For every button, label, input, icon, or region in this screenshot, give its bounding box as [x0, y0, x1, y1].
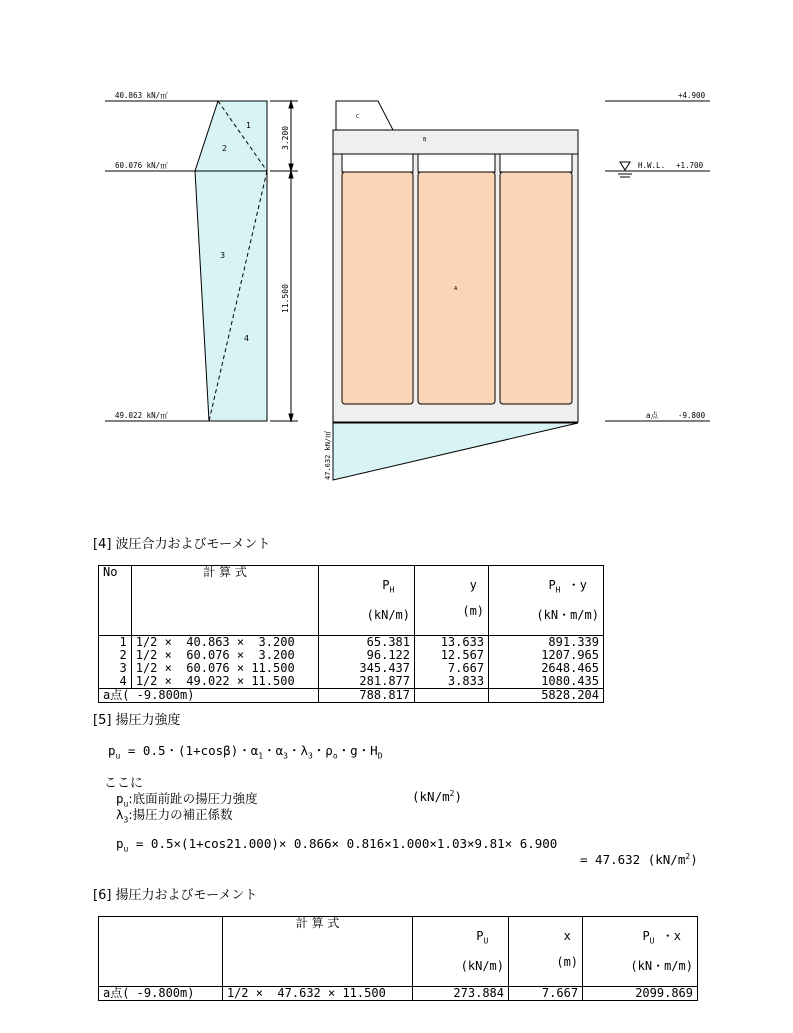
u-header-x-unit: (m) [556, 955, 579, 969]
koko-label: ここに [104, 776, 144, 791]
u-header-pux-symbol: P [642, 929, 650, 943]
section6-heading: [6] 揚圧力およびモーメント [93, 888, 258, 903]
section4-heading: [4] 波圧合力およびモーメント [93, 537, 271, 552]
def-pu-sub: u [123, 799, 129, 809]
row-phy: 1207.965 [489, 649, 604, 662]
header-ph-unit: (kN/m) [366, 608, 410, 623]
level-top: +4.900 [678, 91, 706, 100]
caisson-label-a: A [454, 286, 458, 292]
calc-pu-sub: u [123, 844, 129, 854]
uplift-label: 47.632 kN/㎡ [324, 430, 332, 480]
formula-sub5: D [377, 751, 383, 761]
triangle-number-2: 2 [222, 144, 228, 153]
caisson-label-b: B [423, 137, 427, 143]
def-lambda-symbol: λ [116, 807, 124, 822]
def-lambda-text: :揚圧力の補正係数 [128, 807, 233, 822]
u-header-pu-unit: (kN/m) [460, 959, 504, 974]
header-phy [489, 566, 604, 636]
level-hwl-value: +1.700 [676, 161, 704, 170]
row-phy: 891.339 [489, 636, 604, 650]
formula-part4: ・ρ [312, 743, 333, 758]
def-pu-unit [412, 789, 462, 804]
pressure-label-top: 40.863 kN/㎡ [115, 91, 168, 100]
def-lambda-sub: 3 [123, 815, 129, 825]
wave-pressure-distribution [195, 101, 267, 421]
u-header-formula: 計 算 式 [222, 917, 412, 987]
header-y-symbol: y [469, 578, 477, 592]
formula-sub1: 1 [258, 751, 264, 761]
row-no: 3 [99, 662, 132, 675]
row-ph: 65.381 [319, 636, 415, 650]
formula-sub3: 3 [307, 751, 313, 761]
formula-pu-sub: u [115, 751, 121, 761]
u-header-pu-sub: U [483, 936, 489, 946]
def-pu-symbol: p [116, 791, 124, 806]
uplift-formula [108, 741, 383, 761]
header-phy-sub: H [555, 585, 561, 595]
row-no: 2 [99, 649, 132, 662]
calc-result-text: = 47.632 (kN/m [580, 852, 686, 868]
caisson-section [333, 101, 578, 422]
u-header-x-symbol: x [563, 929, 571, 943]
total-y-empty [415, 689, 489, 703]
calc-result-sup: 2 [685, 852, 691, 861]
row-ph: 96.122 [319, 649, 415, 662]
calc-result-end: ) [690, 852, 698, 868]
dimension-upper: 3.200 [281, 125, 290, 150]
u-header-pux-suffix: ・x [654, 929, 681, 943]
u-header-pux [583, 917, 698, 987]
row-phy: 1080.435 [489, 675, 604, 689]
caisson-pressure-diagram [0, 0, 793, 500]
level-a-text: a点 [646, 411, 659, 420]
header-phy-symbol: P [548, 578, 556, 592]
table-row [99, 675, 604, 689]
header-phy-suffix: ・y [560, 578, 587, 592]
row-formula: 1/2 × 60.076 × 11.500 [131, 662, 319, 675]
header-no: No [99, 566, 132, 636]
header-y [415, 566, 489, 636]
header-y-unit: (m) [462, 604, 485, 618]
formula-sub2: 3 [283, 751, 288, 761]
row-formula: 1/2 × 49.022 × 11.500 [131, 675, 319, 689]
u-header-pux-sub: U [649, 936, 655, 946]
triangle-number-4: 4 [244, 334, 250, 343]
row-formula: 1/2 × 40.863 × 3.200 [131, 636, 319, 650]
row-y: 7.667 [415, 662, 489, 675]
u-row-x: 7.667 [509, 987, 583, 1001]
header-formula: 計 算 式 [131, 566, 319, 636]
u-row-label: a点( -9.800m) [99, 987, 223, 1001]
row-formula: 1/2 × 60.076 × 3.200 [131, 649, 319, 662]
def-pu-text: :底面前趾の揚圧力強度 [128, 791, 258, 806]
uplift-pressure-triangle [333, 423, 578, 480]
triangle-number-1: 1 [246, 121, 252, 130]
section5-heading: [5] 揚圧力強度 [93, 713, 181, 728]
header-phy-unit: (kN・m/m) [536, 608, 599, 623]
u-header-pu [413, 917, 509, 987]
level-a-value: -9.800 [678, 411, 706, 420]
row-y: 12.567 [415, 649, 489, 662]
u-row-formula: 1/2 × 47.632 × 11.500 [222, 987, 412, 1001]
uplift-force-table [98, 916, 698, 1001]
calc-line-text: = 0.5×(1+cos21.000)× 0.866× 0.816×1.000×1.03×9.81× 6.900 [128, 836, 558, 851]
table-row [99, 636, 604, 650]
triangle-number-3: 3 [220, 251, 226, 260]
u-header-pux-unit: (kN・m/m) [630, 959, 693, 974]
caisson-label-c: C [356, 114, 360, 120]
formula-pu: p [108, 743, 116, 758]
wave-force-table [98, 565, 604, 703]
uplift-calc-line [116, 836, 557, 854]
total-phy: 5828.204 [489, 689, 604, 703]
total-label: a点( -9.800m) [99, 689, 319, 703]
dimension-lower: 11.500 [281, 284, 290, 313]
u-header-pu-symbol: P [476, 929, 484, 943]
def-pu-unit-sup: 2 [449, 789, 455, 798]
level-hwl-text: H.W.L. [638, 161, 666, 170]
formula-sub4: o [332, 751, 338, 761]
header-ph [319, 566, 415, 636]
row-y: 3.833 [415, 675, 489, 689]
definition-lambda3 [116, 805, 233, 825]
u-header-x [509, 917, 583, 987]
header-ph-sub: H [389, 585, 395, 595]
def-pu-unit-text: (kN/m [412, 789, 450, 805]
u-header-label-empty [99, 917, 223, 987]
header-ph-symbol: P [382, 578, 390, 592]
formula-part1: = 0.5・(1+cosβ)・α [120, 743, 259, 758]
formula-part3: ・λ [287, 743, 308, 758]
row-ph: 345.437 [319, 662, 415, 675]
row-y: 13.633 [415, 636, 489, 650]
pressure-label-mid: 60.076 kN/㎡ [115, 161, 168, 170]
pressure-label-bottom: 49.022 kN/㎡ [115, 411, 168, 420]
total-ph: 788.817 [319, 689, 415, 703]
def-pu-unit-end: ) [454, 789, 462, 805]
u-row-pux: 2099.869 [583, 987, 698, 1001]
formula-part2: ・α [263, 743, 284, 758]
calc-pu-symbol: p [116, 836, 124, 851]
uplift-calc-result [580, 852, 698, 867]
row-no: 4 [99, 675, 132, 689]
u-row-pu: 273.884 [413, 987, 509, 1001]
formula-part5: ・g・H [337, 743, 378, 758]
row-ph: 281.877 [319, 675, 415, 689]
row-no: 1 [99, 636, 132, 650]
water-level-symbol-icon [618, 162, 632, 177]
row-phy: 2648.465 [489, 662, 604, 675]
